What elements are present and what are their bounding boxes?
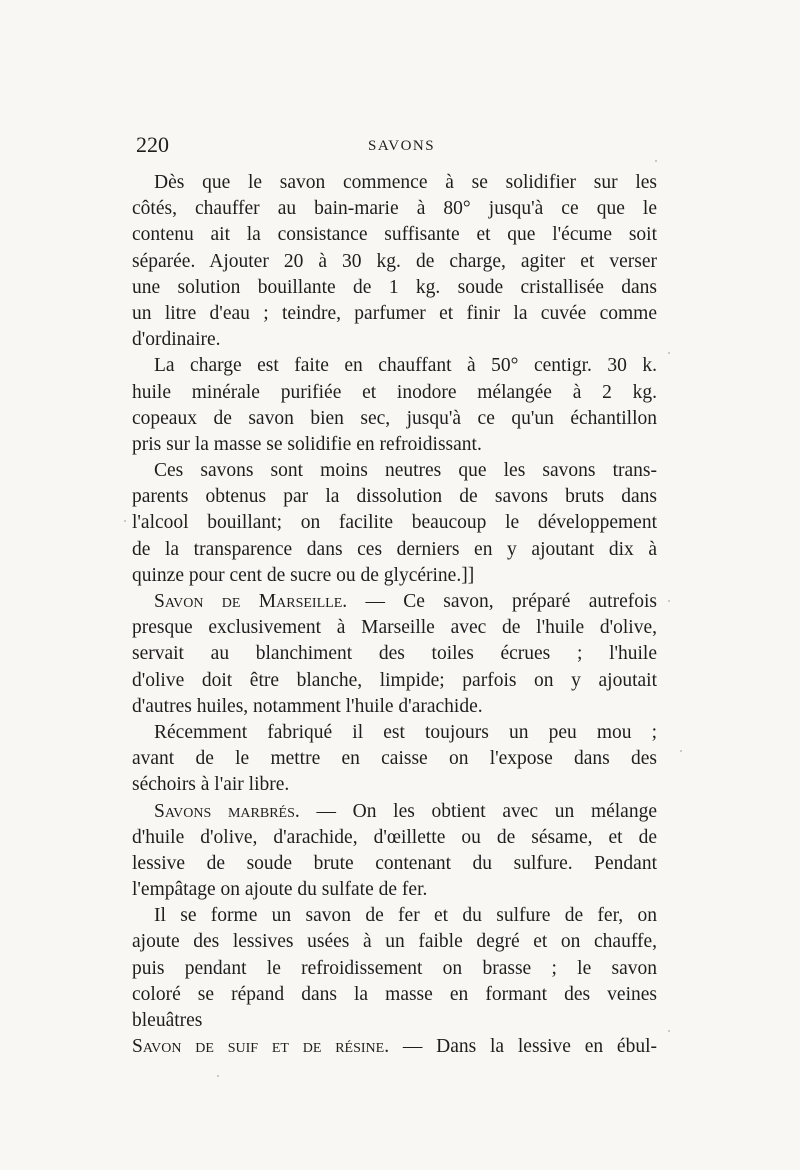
- text-line: d'autres huiles, notamment l'huile d'arachide.: [132, 695, 483, 717]
- text-line: d'olive doit être blanche, limpide; parfois on y ajoutait: [132, 669, 657, 691]
- text-line: Il se forme un savon de fer et du sulfure de fer, on: [154, 905, 657, 927]
- scan-speck: [668, 1030, 670, 1032]
- scan-speck: [668, 600, 670, 602]
- text-line: quinze pour cent de sucre ou de glycérine.]]: [132, 564, 475, 586]
- text-line: séparée. Ajouter 20 à 30 kg. de charge, agiter et verser: [132, 250, 657, 272]
- running-title: SAVONS: [368, 138, 436, 154]
- section-text: — Ce savon, préparé autrefois: [347, 591, 657, 612]
- text-line: Ces savons sont moins neutres que les savons trans-: [154, 460, 657, 482]
- text-line: parents obtenus par la dissolution de savons bruts dans: [132, 486, 657, 508]
- text-line: presque exclusivement à Marseille avec de l'huile d'olive,: [132, 617, 657, 639]
- section-savons-marbres: [132, 799, 657, 825]
- text-line: huile minérale purifiée et inodore mélangée à 2 kg.: [132, 381, 657, 403]
- section-heading: Savon de suif et de résine.: [132, 1036, 390, 1058]
- text-line: un litre d'eau ; teindre, parfumer et finir la cuvée comme: [132, 302, 657, 324]
- page-number: 220: [136, 132, 169, 157]
- text-line: bleuâtres: [132, 1010, 203, 1031]
- text-line: de la transparence dans ces derniers en y ajoutant dix à: [132, 538, 657, 560]
- section-heading: Savons marbrés.: [154, 800, 300, 822]
- section-savon-de-marseille: [132, 589, 657, 615]
- page-header: [132, 128, 657, 158]
- text-line: une solution bouillante de 1 kg. soude cristallisée dans: [132, 276, 657, 298]
- text-line: servait au blanchiment des toiles écrues ; l'huile: [132, 643, 657, 665]
- text-line: copeaux de savon bien sec, jusqu'à ce qu'un échantillon: [132, 407, 657, 429]
- text-line: côtés, chauffer au bain-marie à 80° jusqu'à ce que le: [132, 198, 657, 220]
- section-text: — On les obtient avec un mélange: [299, 800, 657, 822]
- text-line: contenu ait la consistance suffisante et que l'écume soit: [132, 224, 657, 246]
- text-line: avant de le mettre en caisse on l'expose dans des: [132, 748, 657, 770]
- scan-speck: [217, 1075, 219, 1077]
- scan-speck: [668, 352, 670, 354]
- text-line: coloré se répand dans la masse en formant des veines: [132, 983, 657, 1005]
- text-line: pris sur la masse se solidifie en refroidissant.: [132, 433, 482, 455]
- text-line: séchoirs à l'air libre.: [132, 774, 290, 796]
- body-text: [132, 170, 657, 1060]
- text-line: l'alcool bouillant; on facilite beaucoup le développement: [132, 512, 657, 534]
- scan-speck: [680, 750, 682, 752]
- text-line: d'huile d'olive, d'arachide, d'œillette ou de sésame, et de: [132, 826, 657, 848]
- text-line: l'empâtage on ajoute du sulfate de fer.: [132, 879, 428, 901]
- text-line: d'ordinaire.: [132, 329, 221, 351]
- text-line: Dès que le savon commence à se solidifier sur les: [154, 172, 657, 193]
- text-line: puis pendant le refroidissement on brasse ; le savon: [132, 957, 657, 979]
- scan-speck: [124, 520, 126, 522]
- text-line: lessive de soude brute contenant du sulfure. Pendant: [132, 852, 657, 874]
- text-line: Récemment fabriqué il est toujours un peu mou ;: [154, 721, 657, 743]
- text-line: ajoute des lessives usées à un faible degré et on chauffe,: [132, 931, 657, 953]
- scan-speck: [655, 160, 657, 162]
- section-savon-de-suif: [132, 1034, 657, 1060]
- section-heading: Savon de Marseille.: [154, 591, 348, 612]
- section-text: — Dans la lessive en ébul-: [389, 1036, 657, 1058]
- text-line: La charge est faite en chauffant à 50° centigr. 30 k.: [154, 355, 657, 377]
